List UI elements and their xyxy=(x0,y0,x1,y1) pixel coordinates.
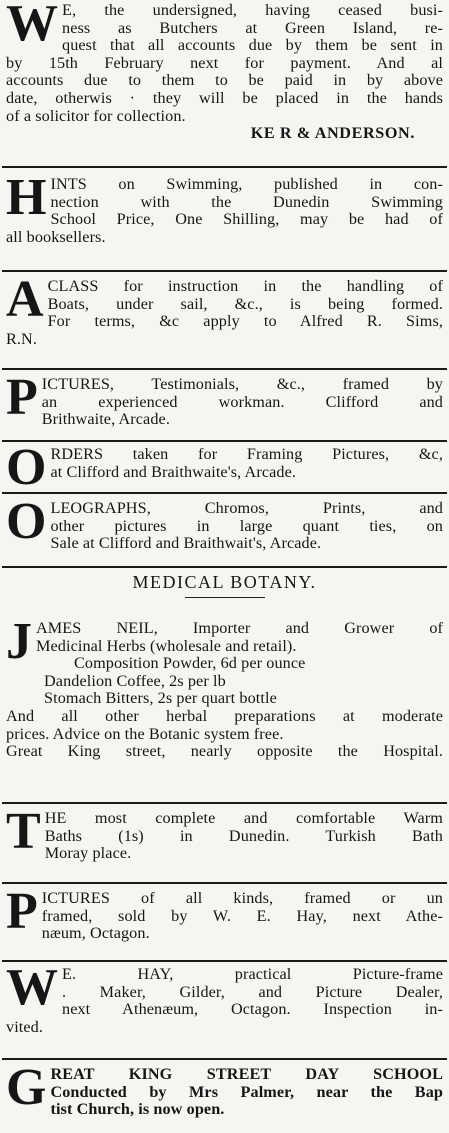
ad-day-school xyxy=(6,1059,443,1119)
drop-cap: T xyxy=(6,803,41,860)
divider xyxy=(2,960,447,962)
ad-line: E. HAY, practical Picture-frame xyxy=(62,966,443,983)
drop-cap: P xyxy=(6,883,38,940)
ad-line: all booksellers. xyxy=(6,228,106,246)
drop-cap: A xyxy=(6,271,44,328)
drop-cap: H xyxy=(6,169,47,226)
ad-line: For terms, &c apply to Alfred R. Sims, xyxy=(47,313,443,331)
ad-kerr-anderson xyxy=(6,2,443,143)
ad-line: RDERS taken for Framing Pictures, &c, xyxy=(50,446,443,463)
divider xyxy=(2,802,447,804)
divider xyxy=(2,166,447,168)
ad-line: quest that all accounts due by them be sent in xyxy=(62,37,443,55)
heading-medical-botany: MEDICAL BOTANY. xyxy=(132,574,317,592)
divider xyxy=(2,270,447,272)
section-heading xyxy=(6,574,443,598)
ad-line: And all other herbal preparations at moderate xyxy=(6,707,443,725)
ad-hay-pictures xyxy=(6,883,443,943)
ad-line: Conducted by Mrs Palmer, near the Bap xyxy=(50,1083,443,1101)
ad-line: HE most complete and comfortable Warm xyxy=(44,810,443,827)
ad-line: næum, Octagon. xyxy=(41,925,150,943)
drop-cap: P xyxy=(6,369,38,426)
drop-cap: O xyxy=(6,493,47,550)
ad-line: Boats, under sail, &c., is being formed. xyxy=(47,295,443,313)
divider xyxy=(2,440,447,442)
ad-line: of a solicitor for collection. xyxy=(6,107,186,125)
ad-line: nection with the Dunedin Swimming xyxy=(50,193,443,211)
ad-line: CLASS for instruction in the handling of xyxy=(47,278,443,295)
ad-line: by 15th February next for payment. And al xyxy=(6,54,443,72)
ad-line: at Clifford and Braithwaite's, Arcade. xyxy=(50,463,297,481)
ad-line: AMES NEIL, Importer and Grower of xyxy=(36,620,443,637)
ad-line: School Price, One Shilling, may be had of xyxy=(50,211,443,229)
divider xyxy=(2,882,447,884)
ad-line: Great King street, nearly opposite the Hospital. xyxy=(6,743,443,761)
ad-warm-baths xyxy=(6,803,443,863)
divider xyxy=(2,566,447,568)
ad-line: ICTURES, Testimonials, &c., framed by xyxy=(41,376,443,393)
ad-pictures-framed xyxy=(6,369,443,429)
ad-line: Medicinal Herbs (wholesale and retail). xyxy=(36,637,297,655)
ad-line: prices. Advice on the Botanic system free. xyxy=(6,725,284,743)
ad-hay-frame-maker xyxy=(6,959,443,1036)
ad-line: ICTURES of all kinds, framed or un xyxy=(41,890,443,907)
ad-line: E, the undersigned, having ceased busi- xyxy=(62,2,443,19)
ad-line: Brithwaite, Arcade. xyxy=(41,411,170,429)
drop-cap: O xyxy=(6,439,47,496)
drop-cap: W xyxy=(6,959,58,1016)
ad-line: Composition Powder, 6d per ounce xyxy=(74,655,306,673)
ad-boat-class xyxy=(6,271,443,348)
ad-line: Stomach Bitters, 2s per quart bottle xyxy=(44,690,277,708)
divider xyxy=(2,368,447,370)
drop-cap: W xyxy=(6,0,58,52)
ad-line: Moray place. xyxy=(44,845,132,863)
ad-line: other pictures in large quant ties, on xyxy=(50,517,443,535)
ad-line: framed, sold by W. E. Hay, next Athe- xyxy=(41,907,443,925)
ad-line: vited. xyxy=(6,1018,44,1036)
ad-line: date, otherwis · they will be placed in the hands xyxy=(6,89,443,107)
ad-james-neil xyxy=(6,613,443,761)
ad-line: Dandelion Coffee, 2s per lb xyxy=(44,672,226,690)
drop-cap: G xyxy=(6,1059,47,1116)
ad-line: accounts due to them to be paid in by above xyxy=(6,72,443,90)
divider xyxy=(2,492,447,494)
ad-signature: KE R & ANDERSON. xyxy=(250,125,415,143)
ad-line: Baths (1s) in Dunedin. Turkish Bath xyxy=(44,827,443,845)
ad-line: REAT KING STREET DAY SCHOOL xyxy=(50,1066,443,1083)
ad-line: R.N. xyxy=(6,330,37,348)
heading-rule xyxy=(185,597,265,598)
ad-line: . Maker, Gilder, and Picture Dealer, xyxy=(62,983,443,1001)
ad-swimming-hints xyxy=(6,169,443,246)
ad-line: INTS on Swimming, published in con- xyxy=(50,176,443,193)
ad-line: an experienced workman. Clifford and xyxy=(41,393,443,411)
ad-line: ness as Butchers at Green Island, re- xyxy=(62,19,443,37)
drop-cap: J xyxy=(6,613,32,670)
divider xyxy=(2,1058,447,1060)
ad-line: LEOGRAPHS, Chromos, Prints, and xyxy=(50,500,443,517)
ad-line: tist Church, is now open. xyxy=(50,1101,225,1119)
ad-framing-orders xyxy=(6,439,443,496)
ad-line: next Athenæum, Octagon. Inspection in- xyxy=(62,1001,443,1019)
ad-line: Sale at Clifford and Braithwait's, Arcade. xyxy=(50,535,322,553)
ad-oleographs xyxy=(6,493,443,553)
